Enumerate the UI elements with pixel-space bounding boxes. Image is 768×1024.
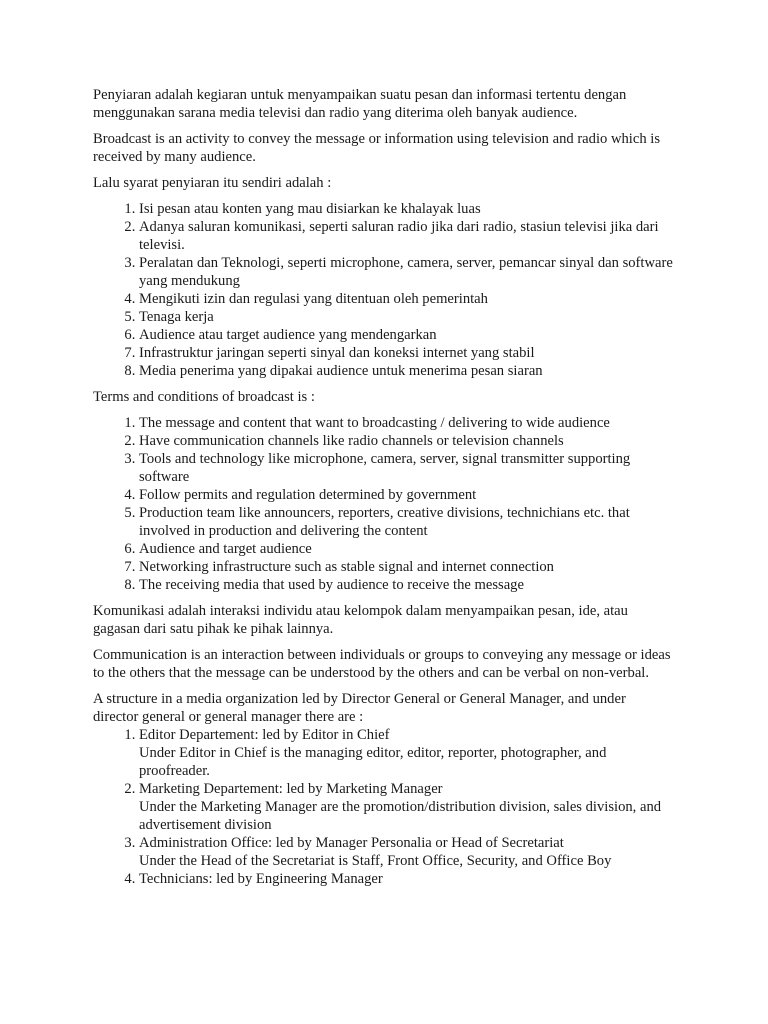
- list-item: 6. Audience and target audience: [139, 540, 674, 558]
- syarat-list: [93, 200, 674, 380]
- structure-title: 2. Marketing Departement: led by Marketing Manager: [139, 781, 443, 797]
- structure-detail: Under the Head of the Secretariat is Staff, Front Office, Security, and Office Boy: [139, 853, 612, 869]
- structure-detail: Under Editor in Chief is the managing editor, editor, reporter, photographer, and proofreader.: [139, 745, 607, 779]
- structure-title: 1. Editor Departement: led by Editor in Chief: [139, 727, 390, 743]
- list-item: 2. Have communication channels like radio channels or television channels: [139, 432, 674, 450]
- list-item: 8. Media penerima yang dipakai audience untuk menerima pesan siaran: [139, 362, 674, 380]
- paragraph-structure-intro: A structure in a media organization led by Director General or General Manager, and under director general or general manager there are :: [93, 691, 626, 725]
- list-item: 2. Adanya saluran komunikasi, seperti saluran radio jika dari radio, stasiun televisi jika dari televisi.: [139, 218, 674, 254]
- list-item: [139, 780, 674, 834]
- list-item: 1. The message and content that want to broadcasting / delivering to wide audience: [139, 414, 674, 432]
- structure-detail: Under the Marketing Manager are the promotion/distribution division, sales division, and advertisement division: [139, 799, 662, 833]
- paragraph-penyiaran: Penyiaran adalah kegiaran untuk menyampaikan suatu pesan dan informasi tertentu dengan menggunakan sarana media televisi dan radio yang diterima oleh banyak audience.: [93, 87, 627, 121]
- structure-title: 3. Administration Office: led by Manager Personalia or Head of Secretariat: [139, 835, 564, 851]
- list-item: [139, 834, 674, 870]
- list-item: 3. Peralatan dan Teknologi, seperti microphone, camera, server, pemancar sinyal dan software yang mendukung: [139, 254, 674, 290]
- list-item: 3. Tools and technology like microphone, camera, server, signal transmitter supporting software: [139, 450, 674, 486]
- paragraph-terms-intro: Terms and conditions of broadcast is :: [93, 389, 315, 405]
- list-item: 5. Production team like announcers, reporters, creative divisions, technichians etc. that involved in production and delivering the content: [139, 504, 674, 540]
- list-item: 7. Networking infrastructure such as stable signal and internet connection: [139, 558, 674, 576]
- list-item: 5. Tenaga kerja: [139, 308, 674, 326]
- list-item: [139, 870, 674, 888]
- list-item: 4. Follow permits and regulation determined by government: [139, 486, 674, 504]
- list-item: 7. Infrastruktur jaringan seperti sinyal dan koneksi internet yang stabil: [139, 344, 674, 362]
- paragraph-komunikasi: Komunikasi adalah interaksi individu atau kelompok dalam menyampaikan pesan, ide, atau gagasan dari satu pihak ke pihak lainnya.: [93, 603, 628, 637]
- list-item: [139, 726, 674, 780]
- terms-list: [93, 414, 674, 594]
- paragraph-communication: Communication is an interaction between individuals or groups to conveying any message or ideas to the others that the message can be understood by the others and can be verbal on non-verbal.: [93, 647, 671, 681]
- structure-title: 4. Technicians: led by Engineering Manager: [139, 871, 383, 887]
- list-item: 1. Isi pesan atau konten yang mau disiarkan ke khalayak luas: [139, 200, 674, 218]
- paragraph-syarat-intro: Lalu syarat penyiaran itu sendiri adalah :: [93, 175, 332, 191]
- list-item: 6. Audience atau target audience yang mendengarkan: [139, 326, 674, 344]
- structure-list: [93, 726, 674, 888]
- list-item: 8. The receiving media that used by audience to receive the message: [139, 576, 674, 594]
- paragraph-broadcast: Broadcast is an activity to convey the message or information using television and radio which is received by many audience.: [93, 131, 660, 165]
- list-item: 4. Mengikuti izin dan regulasi yang ditentuan oleh pemerintah: [139, 290, 674, 308]
